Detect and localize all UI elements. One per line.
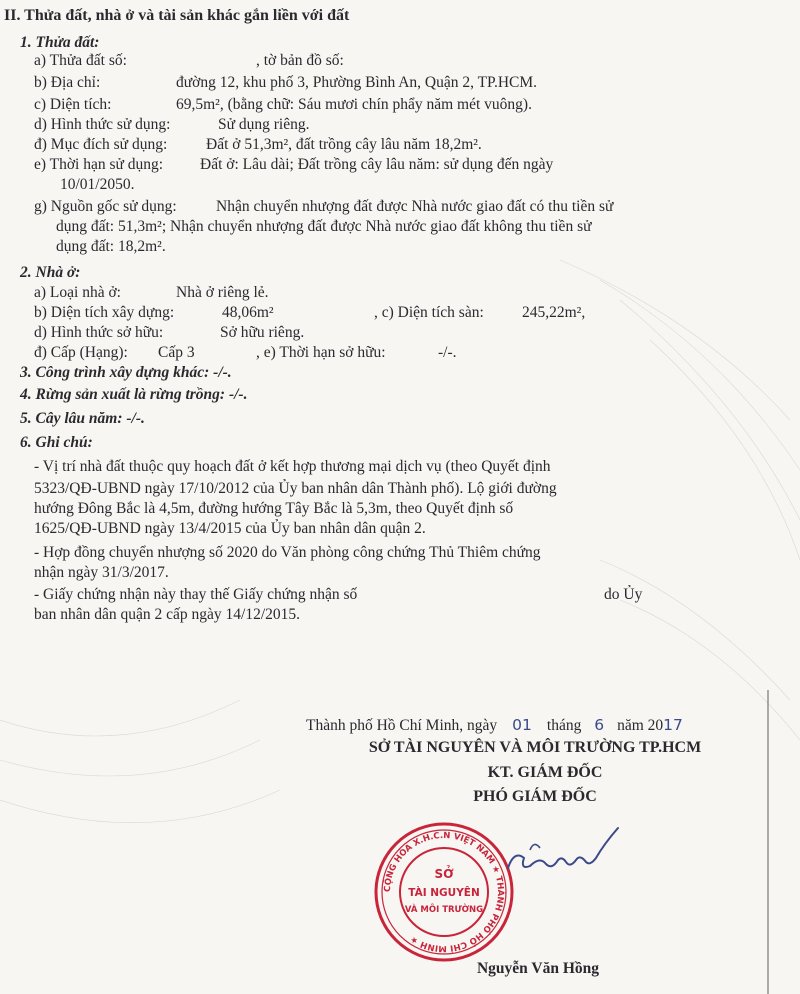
note-2-line-2: nhận ngày 31/3/2017. — [34, 564, 169, 581]
map-sheet-label: , tờ bản đồ số: — [256, 52, 344, 69]
place-date-prefix: Thành phố Hồ Chí Minh, ngày — [306, 717, 498, 734]
address-label: b) Địa chỉ: — [34, 74, 101, 91]
purpose-label: đ) Mục đích sử dụng: — [34, 136, 168, 153]
term-value-1: Đất ở: Lâu dài; Đất trồng cây lâu năm: sử dụng đến ngày — [200, 156, 554, 173]
seal-center-line-3: VÀ MÔI TRƯỜNG — [404, 905, 484, 915]
grade-value: Cấp 3 — [158, 344, 195, 361]
floor-area-value: 245,22m², — [522, 304, 586, 321]
note-1-line-1: - Vị trí nhà đất thuộc quy hoạch đất ở kết hợp thương mại dịch vụ (theo Quyết định — [34, 458, 551, 475]
section-title: II. Thửa đất, nhà ở và tài sản khác gắn liền với đất — [4, 7, 350, 24]
land-heading: 1. Thửa đất: — [20, 34, 100, 51]
ownership-value: Sở hữu riêng. — [220, 324, 305, 341]
house-heading: 2. Nhà ở: — [20, 264, 81, 281]
area-label: c) Diện tích: — [34, 96, 112, 113]
date-year-suffix: 17 — [663, 716, 683, 734]
floor-area-label: , c) Diện tích sàn: — [374, 304, 484, 321]
origin-value-2: dụng đất: 51,3m²; Nhận chuyển nhượng đất được Nhà nước giao đất không thu tiền sử — [56, 218, 592, 235]
usage-form-value: Sử dụng riêng. — [218, 116, 310, 133]
purpose-value: Đất ở 51,3m², đất trồng cây lâu năm 18,2m². — [206, 136, 482, 153]
house-type-value: Nhà ở riêng lẻ. — [176, 284, 269, 301]
ownership-label: d) Hình thức sở hữu: — [34, 324, 164, 341]
origin-value-3: dụng đất: 18,2m². — [56, 238, 166, 255]
house-type-label: a) Loại nhà ở: — [34, 284, 121, 301]
area-value: 69,5m², (bằng chữ: Sáu mươi chín phẩy năm mét vuông). — [176, 96, 532, 113]
origin-value-1: Nhận chuyển nhượng đất được Nhà nước giao đất có thu tiền sử — [216, 198, 614, 215]
note-3-line-2: ban nhân dân quận 2 cấp ngày 14/12/2015. — [34, 606, 301, 623]
build-area-label: b) Diện tích xây dựng: — [34, 304, 175, 321]
production-forest: 4. Rừng sản xuất là rừng trồng: -/-. — [20, 386, 248, 403]
handwritten-signature — [500, 820, 630, 890]
build-area-value: 48,06m² — [222, 304, 274, 321]
signer-name: Nguyễn Văn Hồng — [476, 960, 600, 977]
pp-title: KT. GIÁM ĐỐC — [487, 764, 603, 781]
seal-center-line-2: TÀI NGUYÊN — [408, 887, 480, 899]
usage-form-label: d) Hình thức sử dụng: — [34, 116, 171, 133]
place-date-line — [306, 716, 683, 735]
date-month: 6 — [594, 716, 605, 734]
note-3-line-1-end: do Ủy — [604, 586, 643, 603]
address-value: đường 12, khu phố 3, Phường Bình An, Quận 2, TP.HCM. — [176, 74, 538, 91]
year-label: năm 20 — [617, 717, 664, 734]
perennial-trees: 5. Cây lâu năm: -/-. — [20, 410, 145, 427]
seal-center-line-1: SỞ — [434, 867, 454, 881]
note-1-line-4: 1625/QĐ-UBND ngày 13/4/2015 của Ủy ban nhân dân quận 2. — [34, 520, 426, 537]
note-2-line-1: - Hợp đồng chuyển nhượng số 2020 do Văn phòng công chứng Thủ Thiêm chứng — [34, 544, 541, 561]
note-1-line-3: hướng Đông Bắc là 4,5m, đường hướng Tây Bắc là 5,3m, theo Quyết định số — [34, 500, 514, 517]
official-seal-stamp — [372, 820, 516, 964]
month-label: tháng — [546, 717, 582, 734]
origin-label: g) Nguồn gốc sử dụng: — [34, 198, 177, 215]
grade-label: đ) Cấp (Hạng): — [34, 344, 128, 361]
deputy-director-title: PHÓ GIÁM ĐỐC — [473, 788, 597, 805]
other-works: 3. Công trình xây dựng khác: -/-. — [20, 364, 232, 381]
plot-number-label: a) Thửa đất số: — [34, 52, 127, 69]
ownership-term-value: -/-. — [438, 344, 457, 361]
term-value-2: 10/01/2050. — [60, 176, 135, 193]
ownership-term-label: , e) Thời hạn sở hữu: — [256, 344, 386, 361]
date-day: 01 — [512, 716, 532, 734]
agency-name: SỞ TÀI NGUYÊN VÀ MÔI TRƯỜNG TP.HCM — [368, 739, 702, 756]
note-3-line-1: - Giấy chứng nhận này thay thế Giấy chứng nhận số — [34, 586, 358, 603]
term-label: e) Thời hạn sử dụng: — [34, 156, 164, 173]
notes-heading: 6. Ghi chú: — [20, 434, 93, 451]
seal-ring-text: CỘNG HÒA X.H.C.N VIỆT NAM ★ THÀNH PHỐ HỒ CHÍ MINH ★ — [382, 830, 506, 954]
note-1-line-2: 5323/QĐ-UBND ngày 17/10/2012 của Ủy ban nhân dân Thành phố). Lộ giới đường — [34, 480, 557, 497]
